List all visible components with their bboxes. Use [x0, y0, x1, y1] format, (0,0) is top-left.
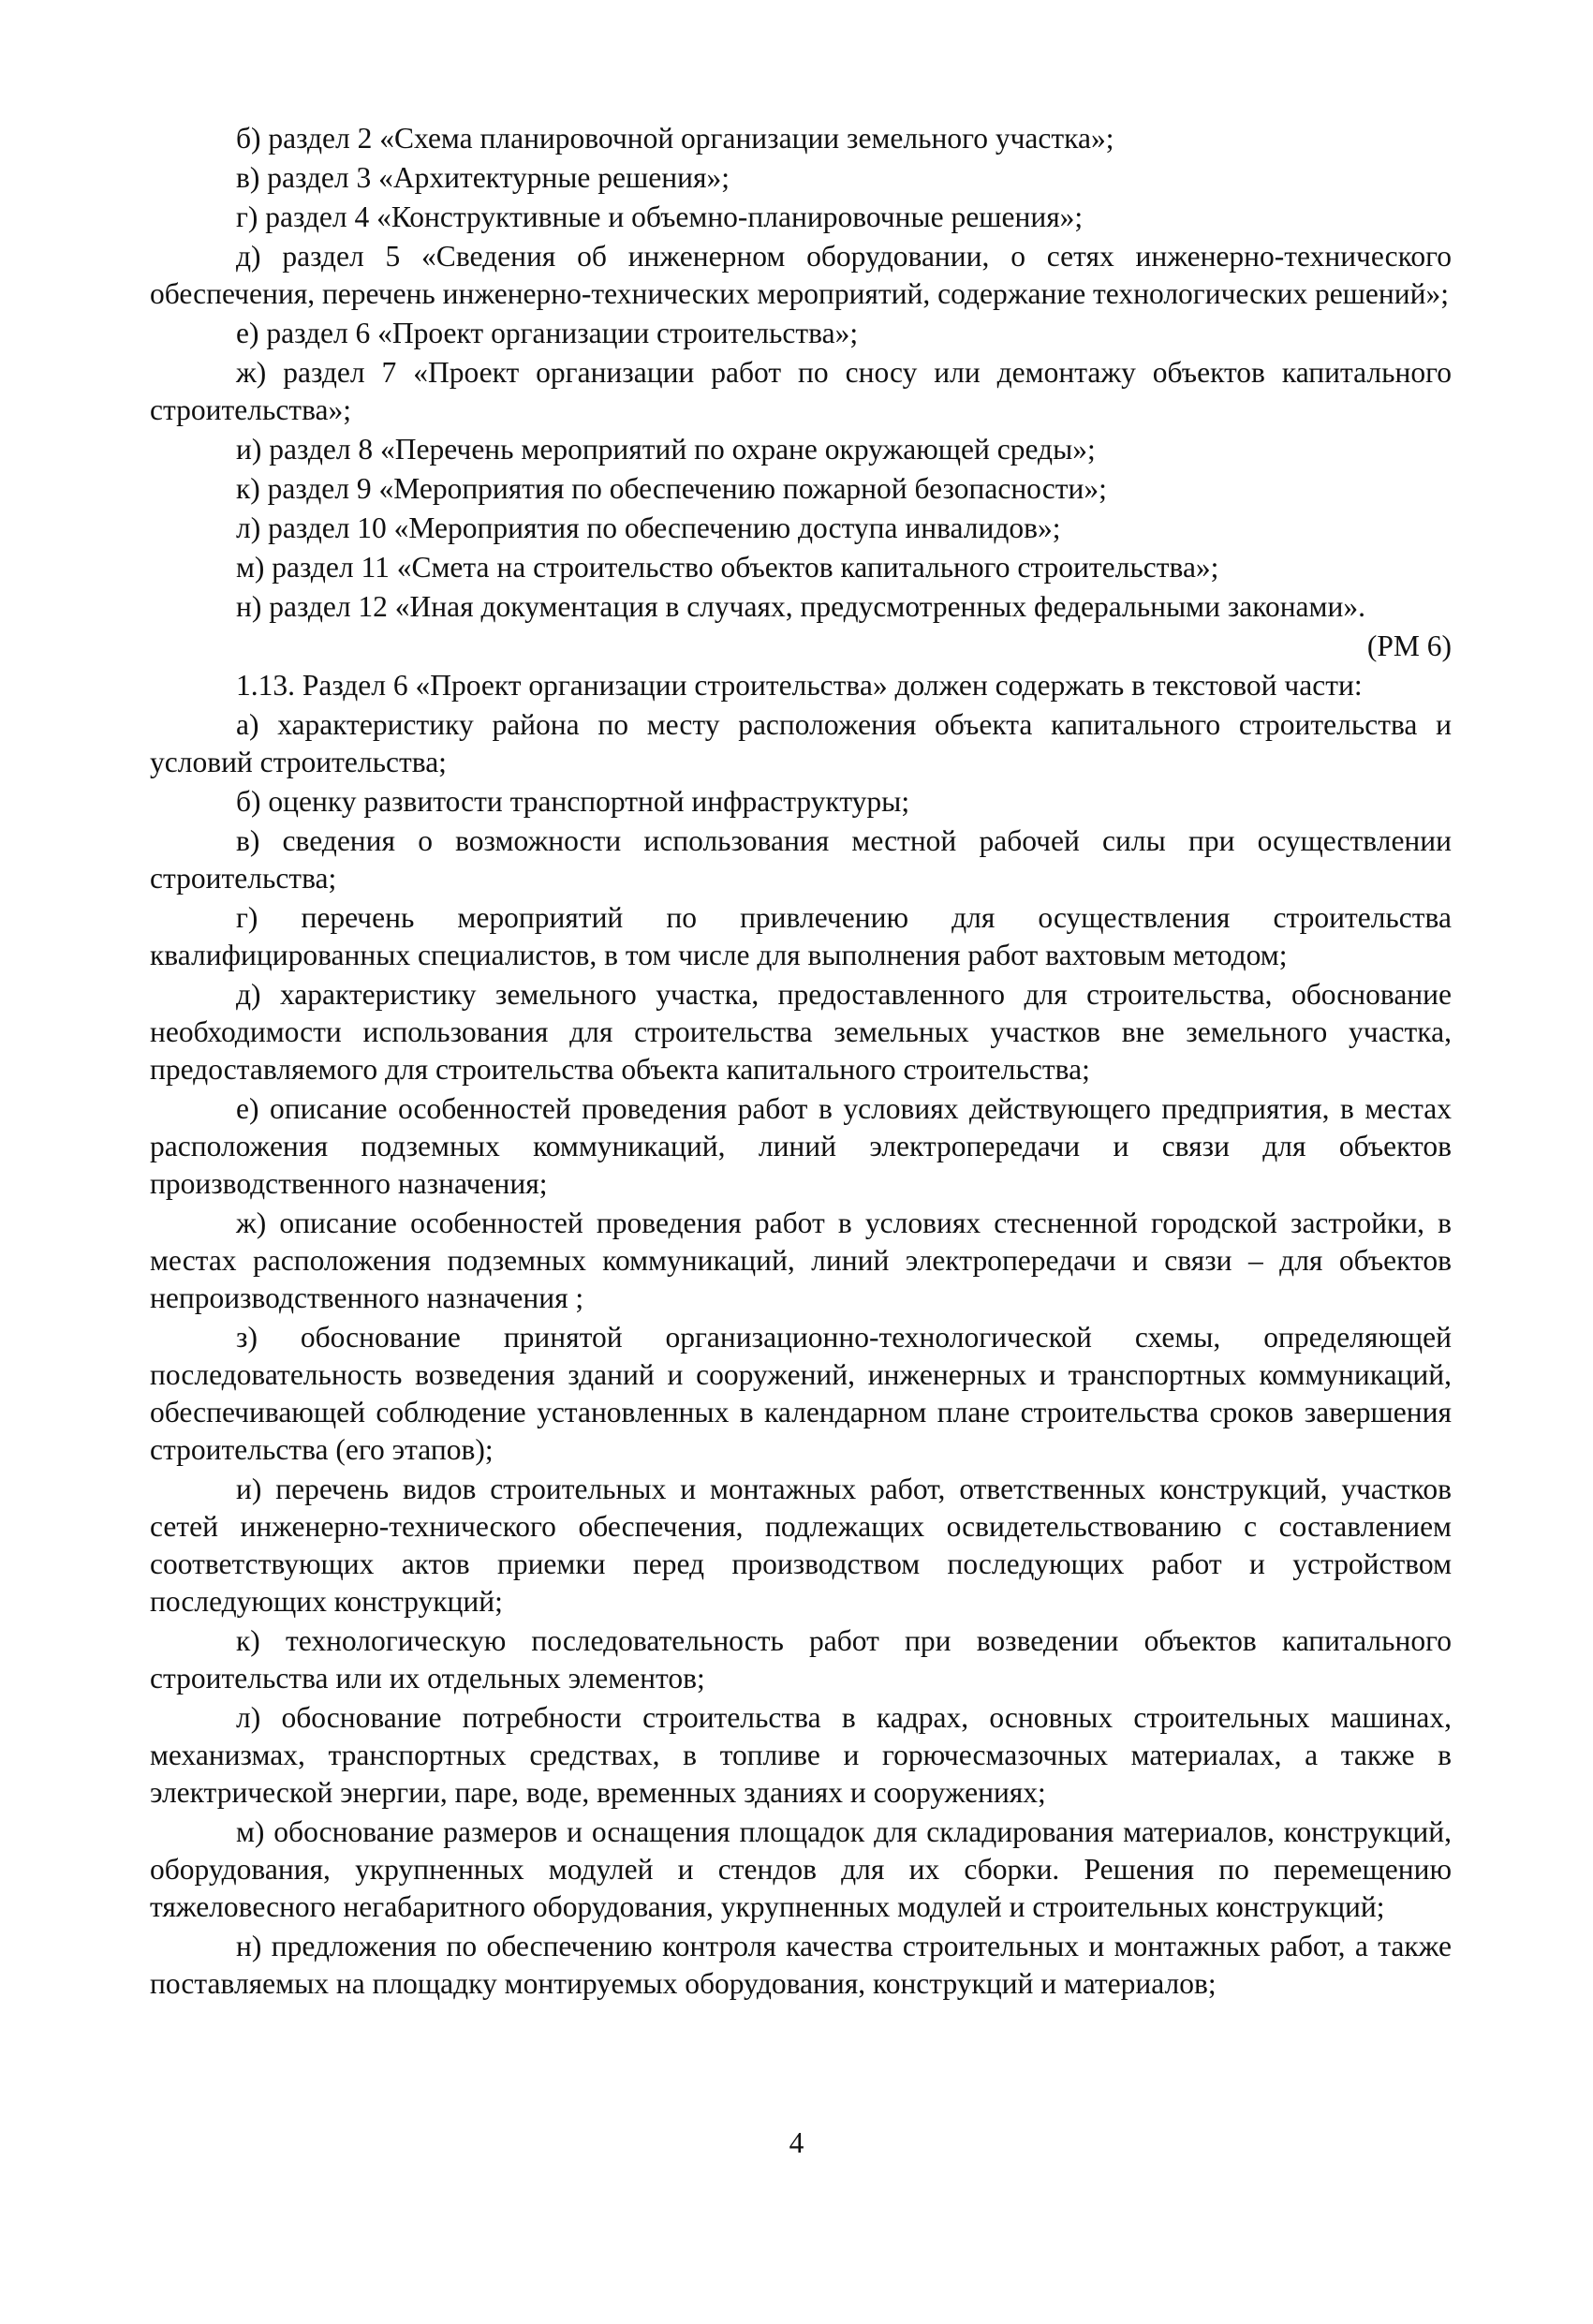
clause-item: д) характеристику земельного участка, предоставленного для строительства, обоснование необходимости использования для строительства земельных участков вне земельного участка, предоставляемого для строительства объекта капитального строительства; — [150, 978, 1452, 1086]
section-list-item: м) раздел 11 «Смета на строительство объектов капитального строительства»; — [236, 551, 1219, 584]
clause-item: м) обоснование размеров и оснащения площадок для складирования материалов, конструкций, оборудования, укрупненных модулей и стендов для их сборки. Решения по перемещению тяжеловесного негабаритного оборудования, укрупненных модулей и строительных конструкций; — [150, 1815, 1452, 1923]
section-list-item: б) раздел 2 «Схема планировочной организации земельного участка»; — [236, 122, 1114, 155]
clause-item: и) перечень видов строительных и монтажных работ, ответственных конструкций, участков сетей инженерно-технического обеспечения, подлежащих освидетельствованию с составлением соответствующих актов приемки перед производством последующих работ и устройством последующих конструкций; — [150, 1473, 1452, 1618]
clause-item: з) обоснование принятой организационно-технологической схемы, определяющей последовательность возведения зданий и сооружений, инженерных и транспортных коммуникаций, обеспечивающей соблюдение установленных в календарном плане строительства сроков завершения строительства (его этапов); — [150, 1321, 1452, 1466]
page-number: 4 — [789, 2126, 804, 2159]
section-list-item: в) раздел 3 «Архитектурные решения»; — [236, 161, 730, 194]
clause-item: в) сведения о возможности использования местной рабочей силы при осуществлении строительства; — [150, 824, 1452, 895]
section-list — [150, 120, 1452, 626]
clause-item: к) технологическую последовательность работ при возведении объектов капитального строительства или их отдельных элементов; — [150, 1624, 1452, 1695]
section-list-item: е) раздел 6 «Проект организации строительства»; — [236, 317, 859, 349]
clause-item: л) обоснование потребности строительства в кадрах, основных строительных машинах, механизмах, транспортных средствах, в топливе и горючесмазочных материалах, а также в электрической энергии, паре, воде, временных зданиях и сооружениях; — [150, 1701, 1452, 1809]
section-list-item: л) раздел 10 «Мероприятия по обеспечению доступа инвалидов»; — [236, 511, 1061, 544]
clause-1-13 — [150, 667, 1452, 2003]
section-list-item: д) раздел 5 «Сведения об инженерном оборудовании, о сетях инженерно-технического обеспечения, перечень инженерно-технических мероприятий, содержание технологических решений»; — [150, 240, 1452, 310]
clause-item: г) перечень мероприятий по привлечению для осуществления строительства квалифицированных специалистов, в том числе для выполнения работ вахтовым методом; — [150, 901, 1452, 971]
section-list-item: г) раздел 4 «Конструктивные и объемно-планировочные решения»; — [236, 200, 1084, 233]
section-list-item: и) раздел 8 «Перечень мероприятий по охране окружающей среды»; — [236, 433, 1096, 466]
clause-item: б) оценку развитости транспортной инфраструктуры; — [236, 785, 910, 818]
section-list-item: н) раздел 12 «Иная документация в случаях, предусмотренных федеральными законами». — [236, 590, 1365, 623]
clause-item: ж) описание особенностей проведения работ в условиях стесненной городской застройки, в местах расположения подземных коммуникаций, линий электропередачи и связи – для объектов непроизводственного назначения ; — [150, 1206, 1452, 1314]
remark-mark: (РМ 6) — [1366, 629, 1452, 662]
document-body — [150, 120, 1452, 2005]
clause-item: е) описание особенностей проведения работ в условиях действующего предприятия, в местах расположения подземных коммуникаций, линий электропередачи и связи для объектов производственного назначения; — [150, 1092, 1452, 1200]
section-list-item: ж) раздел 7 «Проект организации работ по сносу или демонтажу объектов капитального строительства»; — [150, 356, 1452, 426]
clause-item: н) предложения по обеспечению контроля качества строительных и монтажных работ, а также поставляемых на площадку монтируемых оборудования, конструкций и материалов; — [150, 1930, 1452, 2000]
section-list-item: к) раздел 9 «Мероприятия по обеспечению пожарной безопасности»; — [236, 472, 1107, 505]
clause-item: а) характеристику района по месту расположения объекта капитального строительства и условий строительства; — [150, 708, 1452, 778]
clause-item: 1.13. Раздел 6 «Проект организации строительства» должен содержать в текстовой части: — [236, 669, 1363, 702]
